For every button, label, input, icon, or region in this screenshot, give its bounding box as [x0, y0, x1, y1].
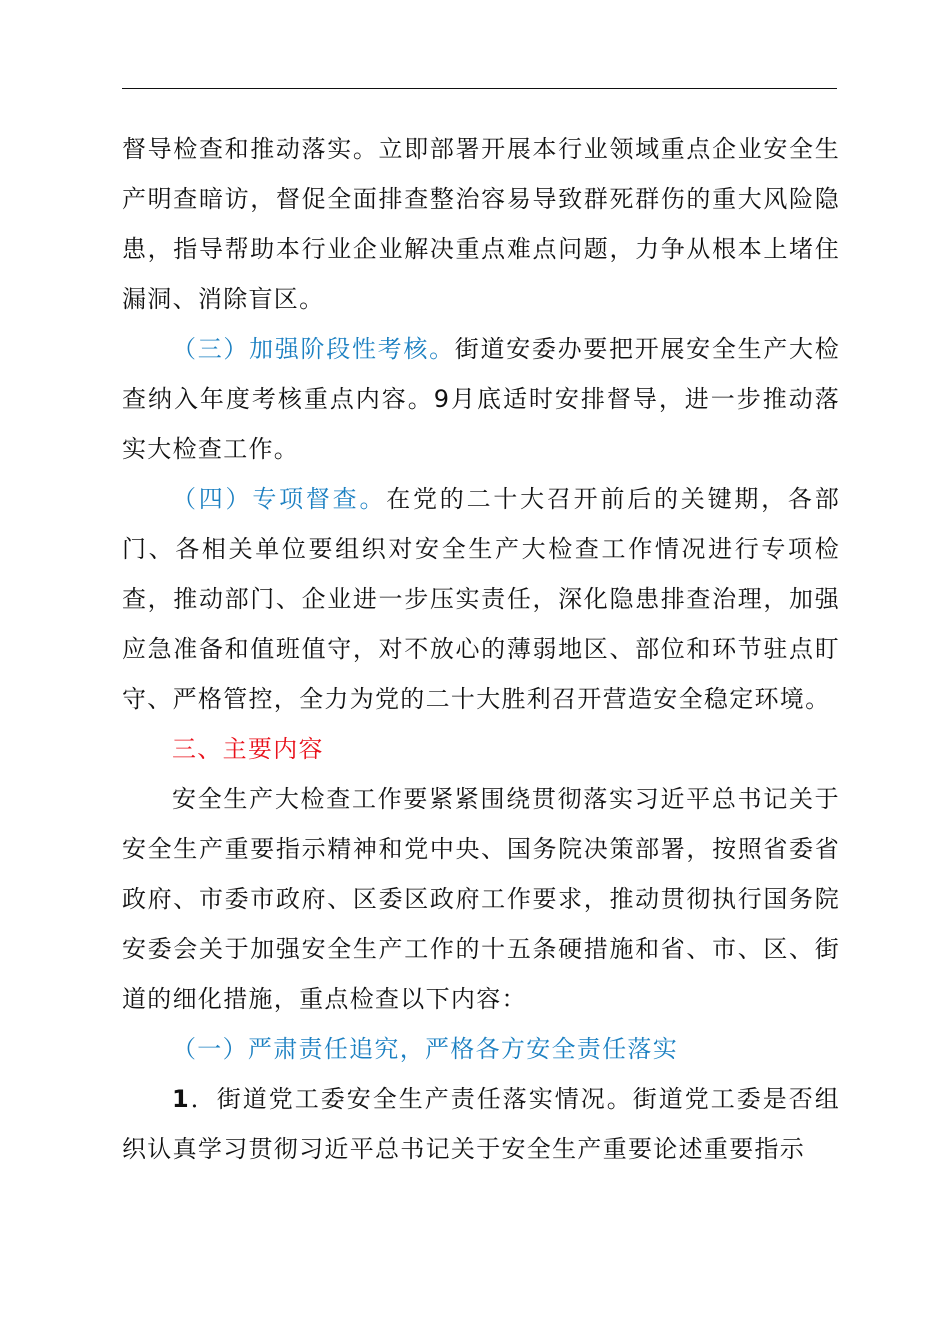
- document-body: [122, 124, 840, 1174]
- heading-special-inspection: （四）专项督查。: [172, 485, 387, 513]
- paragraph-special-inspection: [122, 474, 840, 724]
- paragraph-special-inspection-body: 在党的二十大召开前后的关键期，各部门、各相关单位要组织对安全生产大检查工作情况进行专项检查，推动部门、企业进一步压实责任，深化隐患排查治理，加强应急准备和值班值守，对不放心的薄弱地区、部位和环节驻点盯守、严格管控，全力为党的二十大胜利召开营造安全稳定环境。: [122, 485, 840, 713]
- item-number: 1: [172, 1085, 190, 1113]
- paragraph-supervision: 督导检查和推动落实。立即部署开展本行业领域重点企业安全生产明查暗访，督促全面排查整治容易导致群死群伤的重大风险隐患，指导帮助本行业企业解决重点难点问题，力争从根本上堵住漏洞、消除盲区。: [122, 135, 840, 313]
- paragraph-assessment: [122, 324, 840, 474]
- paragraph-item-1: [122, 1074, 840, 1174]
- paragraph-assessment-body: 街道安委办要把开展安全生产大检查纳入年度考核重点内容。9月底适时安排督导，进一步推动落实大检查工作。: [122, 335, 841, 463]
- header-rule: [122, 88, 837, 89]
- paragraph-main-content: 安全生产大检查工作要紧紧围绕贯彻落实习近平总书记关于安全生产重要指示精神和党中央、国务院决策部署，按照省委省政府、市委市政府、区委区政府工作要求，推动贯彻执行国务院安委会关于加强安全生产工作的十五条硬措施和省、市、区、街道的细化措施，重点检查以下内容：: [122, 785, 840, 1013]
- section-title-main-content: 三、主要内容: [172, 735, 324, 763]
- heading-assessment: （三）加强阶段性考核。: [172, 335, 455, 363]
- subsection-title-responsibility: （一）严肃责任追究，严格各方安全责任落实: [172, 1035, 678, 1063]
- paragraph-item-1-body: ．街道党工委安全生产责任落实情况。街道党工委是否组织认真学习贯彻习近平总书记关于安全生产重要论述重要指示: [122, 1085, 840, 1163]
